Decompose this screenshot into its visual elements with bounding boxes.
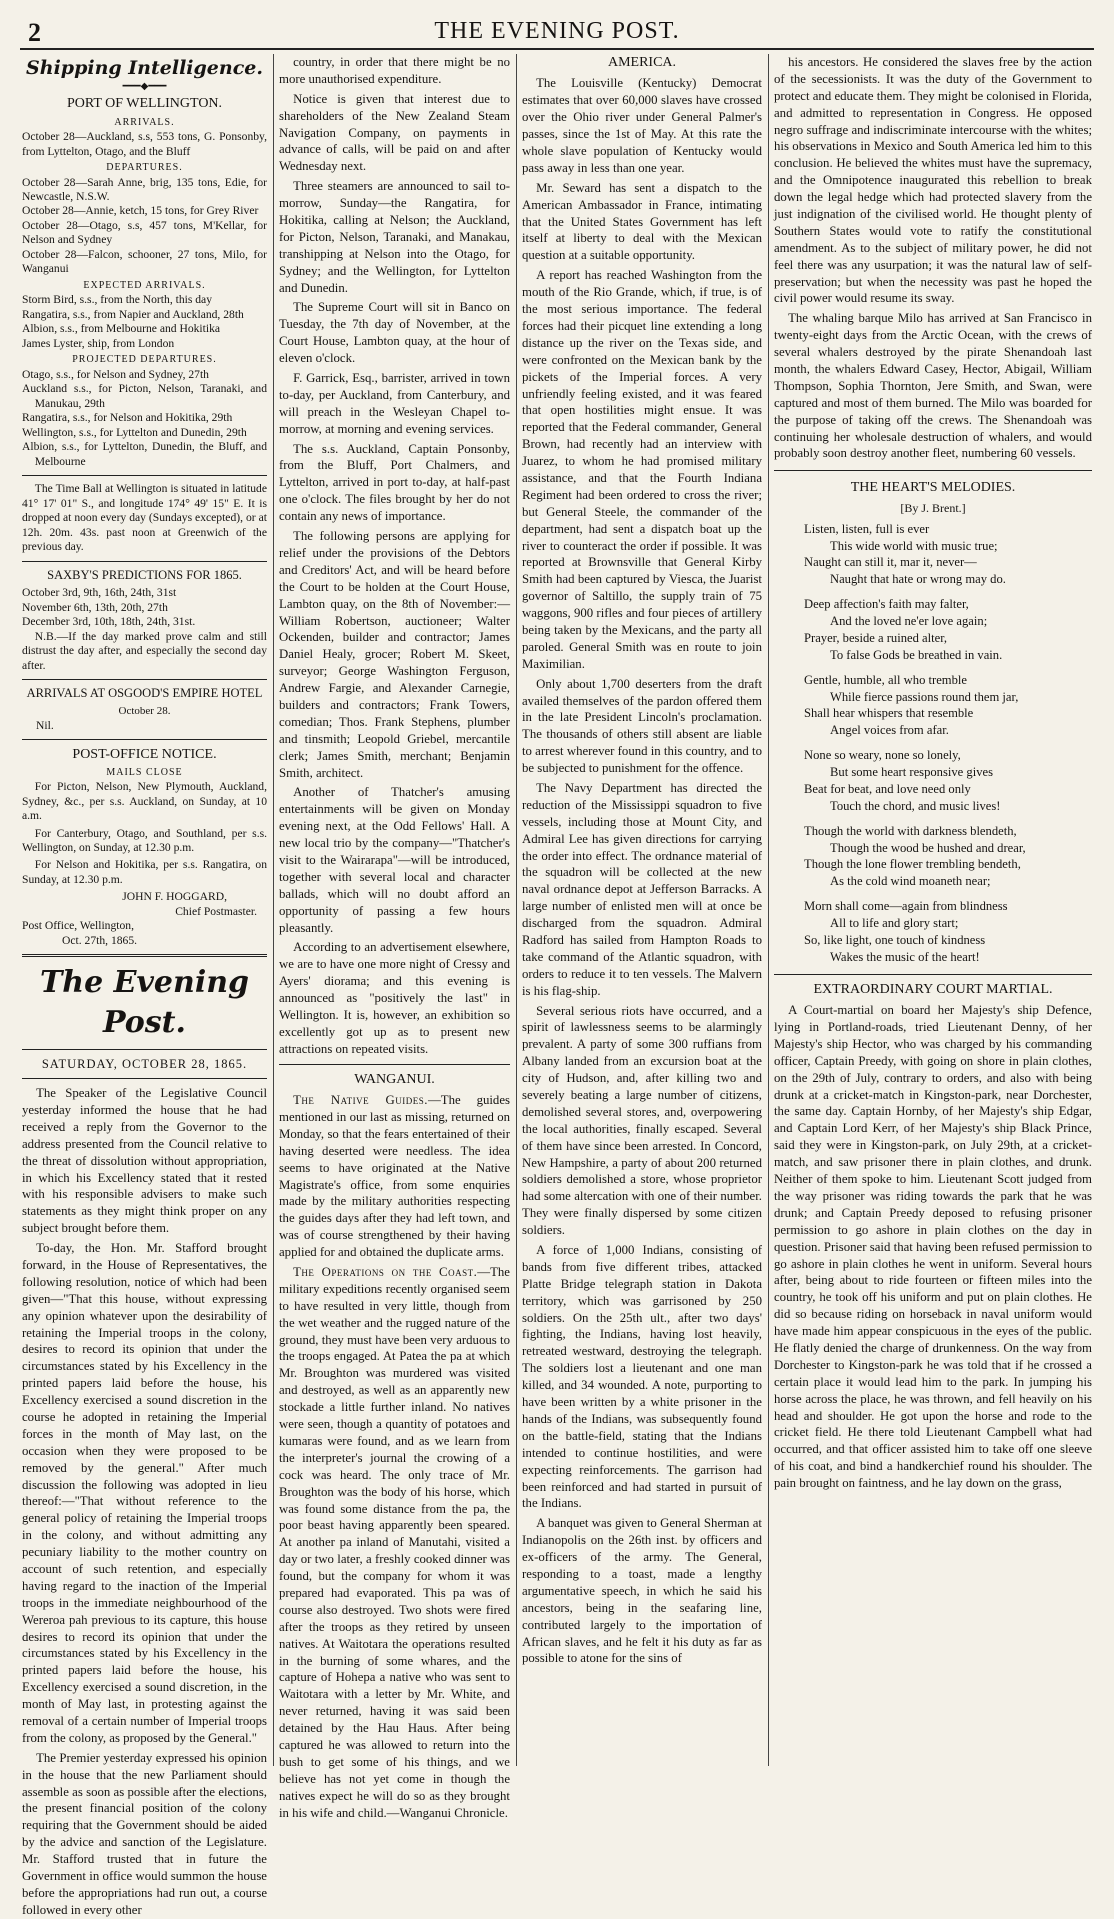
mails-close-label: MAILS CLOSE	[106, 766, 183, 778]
divider	[774, 470, 1092, 471]
poem-line: Deep affection's faith may falter,	[804, 597, 969, 612]
court-martial-heading: EXTRAORDINARY COURT MARTIAL.	[813, 981, 1053, 997]
wanganui-heading: WANGANUI.	[354, 1071, 435, 1087]
poem-line: None so weary, none so lonely,	[804, 748, 961, 763]
poem-stanza	[804, 823, 1092, 891]
arrivals-label: ARRIVALS.	[114, 116, 175, 128]
poem-line: Though the wood be hushed and drear,	[830, 840, 1026, 855]
news-paragraph: country, in order that there might be no more unauthorised expenditure.	[279, 55, 510, 86]
saxby-note: N.B.—If the day marked prove calm and still distrust the day after, and especially the second day after.	[22, 629, 267, 672]
america-paragraph: Mr. Seward has sent a dispatch to the American Ambassador in France, intimating that the United States Government has left itself at liberty to deal with the Mexican question at a suitable opportunity.	[522, 180, 762, 263]
divider	[22, 561, 267, 562]
poem-line: Though the lone flower trembling bendeth,	[804, 857, 1021, 872]
poem-line: As the cold wind moaneth near;	[830, 874, 991, 889]
projected-departure-item: Rangatira, s.s., for Nelson and Hokitika, 29th	[22, 411, 233, 425]
news-paragraph: Three steamers are announced to sail to-morrow, Sunday—the Rangatira, for Hokitika, calling at Nelson; the Auckland, for Picton, Nelson, Taranaki, and Manakau, transhipping at Nelson into the Otago, for Sydney; and the Wellington, for Lyttelton and Dunedin.	[279, 179, 510, 295]
dateline: SATURDAY, OCTOBER 28, 1865.	[41, 1056, 248, 1071]
departure-item: October 28—Falcon, schooner, 27 tons, Milo, for Wanganui	[22, 247, 267, 276]
osgood-heading: ARRIVALS AT OSGOOD'S EMPIRE HOTEL	[26, 686, 263, 701]
divider	[22, 1049, 267, 1050]
poem-line: Beat for beat, and love need only	[804, 781, 971, 796]
editorial-paragraph: The Speaker of the Legislative Council yesterday informed the house that he had received a reply from the Governor to the address presented from the Council relative to the threat of dissolution without appropriation, in which his Excellency stated that it rested with his responsible advisers to make such statements as they might think proper on any subject brought before them.	[22, 1086, 267, 1236]
poem-line: Listen, listen, full is ever	[804, 521, 930, 536]
mail-item: For Canterbury, Otago, and Southland, per s.s. Wellington, on Sunday, at 12.30 p.m.	[22, 826, 267, 854]
poem-line: Shall hear whispers that resemble	[804, 706, 974, 721]
wanganui-text: —The guides mentioned in our last as missing, returned on Monday, so that the fears entertained of their having deserted were needless. The idea seems to have originated at the Native Magistrate's office, from some enquiries made by the military authorities respecting the guides days after they had left town, and was of course strengthened by their having applied for and obtained the duplicate arms.	[279, 1093, 510, 1260]
shipping-intelligence-heading: Shipping Intelligence.	[26, 57, 263, 79]
news-paragraph: F. Garrick, Esq., barrister, arrived in town to-day, per Auckland, from Canterbury, and will preach in the Wesleyan Chapel to-morrow, at morning and evening services.	[279, 371, 510, 436]
poem-line: To false Gods be breathed in vain.	[830, 647, 1003, 662]
poem-line: Wakes the music of the heart!	[830, 949, 980, 964]
divider	[22, 739, 267, 740]
postmaster-title: Chief Postmaster.	[175, 904, 257, 918]
poem-line: Gentle, humble, all who tremble	[804, 672, 967, 687]
poem-line: While fierce passions round them jar,	[830, 689, 1019, 704]
america-paragraph: The Louisville (Kentucky) Democrat estimates that over 60,000 slaves have crossed over the Ohio river under General Palmer's passes, since the 1st of May. At this rate the whole slave population of Kentucky would pass away in less than one year.	[522, 76, 762, 175]
wanganui-paragraph	[279, 1264, 510, 1821]
america-heading: AMERICA.	[607, 55, 677, 70]
america-paragraph: A force of 1,000 Indians, consisting of bands from five different tribes, attacked Platte Bridge telegraph station in Dakota territory, which was garrisoned by 250 soldiers. On the 25th ult., after two days' fighting, the Indians, having lost heavily, retreated westward, destroying the telegraph. The soldiers lost a lieutenant and one man killed, and 34 wounded. A note, purporting to have been written by a white prisoner in the hands of the Indians, was subsequently found on the battle-field, stating that the Indians intended to continue hostilities, and were expecting reinforcements. The garrison had been reinforced and had started in pursuit of the Indians.	[522, 1243, 762, 1511]
post-office-place: Post Office, Wellington,	[22, 919, 134, 933]
departures-label: DEPARTURES.	[106, 162, 183, 174]
poem-stanza	[804, 596, 1092, 664]
osgood-value: Nil.	[36, 718, 54, 732]
expected-arrival-item: Storm Bird, s.s., from the North, this day	[22, 293, 213, 307]
expected-arrival-item: James Lyster, ship, from London	[22, 336, 175, 350]
news-paragraph: Notice is given that interest due to shareholders of the New Zealand Steam Navigation Company, on payments in advance of calls, will be paid on and after Wednesday next.	[279, 91, 510, 174]
divider	[22, 679, 267, 680]
poem-line: Though the world with darkness blendeth,	[804, 823, 1017, 838]
column-rule	[768, 54, 769, 1766]
poem-line: So, like light, one touch of kindness	[804, 932, 986, 947]
america-paragraph: Several serious riots have occurred, and a spirit of lawlessness seems to be alarmingly prevalent. A party of some 300 ruffians from Albany landed from an excursion boat at the city of Hudson, and, after killing two and severely beating a large number of citizens, demolished several stores, and, overpowering the local authorities, finally escaped. Several of them have since been arrested. In Concord, New Hampshire, a party of about 200 returned soldiers demolished a store, whose proprietor had some altercation with one of their number. They were finally dispersed by some citizen soldiers.	[522, 1003, 762, 1238]
port-heading: PORT OF WELLINGTON.	[66, 96, 223, 112]
poem-line: Touch the chord, and music lives!	[830, 798, 1001, 813]
projected-departure-item: Albion, s.s., for Lyttelton, Dunedin, the Bluff, and Melbourne	[22, 440, 267, 468]
saxby-heading: SAXBY'S PREDICTIONS FOR 1865.	[47, 567, 242, 582]
poem-title: THE HEART'S MELODIES.	[850, 480, 1016, 496]
osgood-date: October 28.	[118, 704, 171, 717]
wanganui-text: —The military expeditions recently organised seem to have resulted in very little, though from the wet weather and the rugged nature of the ground, they must have been very arduous to the troops engaged. At Patea the pa at which Mr. Broughton was murdered was visited and destroyed, as well as an apparently new stockade a little further inland. No natives were seen, though a quantity of potatoes and kumaras were found, and as we learn from the interpreter's journal the crowing of a cock was heard. The only trace of Mr. Broughton was the body of his horse, which was found some distance from the pa, the poor beast having apparently been speared. At another pa inland of Manutahi, visited a day or two later, a freshly cooked dinner was found, but the company for whom it was prepared had evaporated. This pa was of course also destroyed. Two shots were fired after the troops as they retired by unseen natives. At Waitotara the operations resulted in the burning of some whares, and the capture of Hohepa a native who was sent to Waitotara with a letter by Mr. White, and never returned, having it was said been detained by the Hau Haus. After being captured he was allowed to return into the bush to get some of his things, and we believe has not yet come in though the natives expect he will do so as they brought in his wife and child.—Wanganui Chronicle.	[279, 1265, 510, 1820]
news-paragraph: The s.s. Auckland, Captain Ponsonby, from the Bluff, Port Chalmers, and Lyttelton, arrived in port to-day, at half-past one o'clock. The files brought by her do not contain any news of importance.	[279, 441, 510, 524]
editorial-paragraph: To-day, the Hon. Mr. Stafford brought forward, in the House of Representatives, the following resolution, notice of which had been given—"That this house, without expressing any opinion whatever upon the desirability of retaining the Imperial troops in the colony, desires to record its opinion that under the circumstances stated by his Excellency in the printed papers laid before the house, his Excellency exercised a sound discretion in the course he adopted in retaining the Imperial forces in the month of May last, on the occasion when they were proposed to be removed by the general." After much discussion the following was adopted in lieu thereof:—"That without reference to the general policy of retaining the Imperial troops in the colony, and without admitting any pecuniary liability to the mother country on account of such retention, and especially having regard to the inaction of the Imperial troops in the immediate neighbourhood of the Wereroa pah previous to its capture, this house desires to record its opinion that under the circumstances stated by his Excellency in the printed papers laid before the house, his Excellency exercised a sound discretion, in the month of May last, in protesting against the removal of a certain number of Imperial troops from the colony, as proposed by the General."	[22, 1241, 267, 1745]
departure-item: October 28—Otago, s.s, 457 tons, M'Kellar, for Nelson and Sydney	[22, 218, 267, 247]
news-paragraph: Another of Thatcher's amusing entertainments will be given on Monday evening next, at the Odd Fellows' Hall. A new local trio by the company—"Thatcher's visit to the Wairarapa"—will be introduced, together with several local and character ballads, which will no doubt afford an opportunity of passing a few hours pleasantly.	[279, 785, 510, 935]
column-1	[22, 54, 267, 1917]
column-2	[279, 54, 510, 1820]
expected-arrival-item: Albion, s.s., from Melbourne and Hokitika	[22, 322, 221, 336]
poem-line: But some heart responsive gives	[830, 765, 993, 780]
projected-departure-item: Otago, s.s., for Nelson and Sydney, 27th	[22, 367, 209, 381]
wanganui-paragraph	[279, 1092, 510, 1261]
post-office-heading: POST-OFFICE NOTICE.	[72, 747, 217, 763]
wanganui-lead: The Operations on the Coast.	[293, 1265, 478, 1280]
expected-arrival-item: Rangatira, s.s., from Napier and Auckland, 28th	[22, 307, 244, 321]
expected-arrivals-label: EXPECTED ARRIVALS.	[83, 279, 206, 291]
news-paragraph: The whaling barque Milo has arrived at San Francisco in twenty-eight days from the Arctic Ocean, with the crews of several whalers destroyed by the pirate Shenandoah last month, the whalers Edward Casey, Hector, Abigail, William Thompson, Sophia Thornton, Jere Smith, and Swan, were captured and most of them burned. The Milo was boarded for the purpose of taking off the crews. The Shenandoah was continuing her wholesale destruction of whalers, and would probably soon destroy another fleet, numbering 60 vessels.	[774, 311, 1092, 461]
newspaper-title: THE EVENING POST.	[434, 18, 680, 44]
news-paragraph: According to an advertisement elsewhere, we are to have one more night of Cressy and Ayers' diorama; and this evening is announced as "positively the last" in Wellington. It is, however, an exhibition so excellently got up as to present new attractions on repeated visits.	[279, 940, 510, 1056]
projected-departures-label: PROJECTED DEPARTURES.	[72, 354, 217, 366]
poem-line: This wide world with music true;	[830, 538, 998, 553]
poem	[774, 521, 1092, 966]
post-office-date: Oct. 27th, 1865.	[62, 933, 138, 947]
postmaster-name: JOHN F. HOGGARD,	[122, 890, 227, 904]
mail-item: For Picton, Nelson, New Plymouth, Auckland, Sydney, &c., per s.s. Auckland, on Sunday, at 10 a.m.	[22, 780, 267, 823]
divider	[22, 1078, 267, 1079]
poem-author: [By J. Brent.]	[900, 500, 966, 515]
departure-item: October 28—Annie, ketch, 15 tons, for Grey River	[22, 204, 259, 218]
poem-line: Morn shall come—again from blindness	[804, 899, 1008, 914]
paper-nameplate: The Evening Post.	[39, 965, 250, 1040]
projected-departure-item: Wellington, s.s., for Lyttelton and Dunedin, 29th	[22, 425, 247, 439]
poem-line: Prayer, beside a ruined alter,	[804, 630, 948, 645]
arrival-item: October 28—Auckland, s.s, 553 tons, G. Ponsonby, from Lyttelton, Otago, and the Bluff	[22, 130, 267, 158]
mail-item: For Nelson and Hokitika, per s.s. Rangatira, on Sunday, at 12.30 p.m.	[22, 858, 267, 886]
poem-stanza	[804, 672, 1092, 740]
poem-line: Naught that hate or wrong may do.	[830, 572, 1006, 587]
divider	[279, 1064, 510, 1065]
court-martial-paragraph: A Court-martial on board her Majesty's ship Defence, lying in Portland-roads, tried Lieutenant Denny, of her Majesty's ship Hector, who was charged by his commanding officer, Captain Preedy, with going on shore in plain clothes, on the 29th of July, contrary to orders, and also with being drunk at a cricket-match in Kingston-park, near Dorchester, the same day. Captain Hornby, of her Majesty's ship Edgar, and Captain Lord Kerr, of her Majesty's ship Black Prince, said they were in Kingston-park, on July 29th, at a cricket-match, and saw prisoner there in plain clothes, and drunk. Neither of them spoke to him. Lieutenant Scott judged from the way prisoner was riding towards the park that he was drunk; and Captain Preedy deposed to refusing prisoner permission to go ashore in plain clothes on the day in question. Prisoner said that having been refused permission to go ashore in plain clothes he went in uniform. Several hours after, being about to ride fourteen or fifteen miles into the country, he took off his uniform and put on plain clothes. He did so because riding on horseback in naval uniform would have made him appear conspicuous in the eyes of the public. He flatly denied the charge of drunkenness. On the way from Dorchester to Kingston-park he was told that if he crossed a certain place it would lead him to the park. In jumping his horse across the place, he was thrown, and fell heavily on his head and shoulder. He got upon the horse and rode to the cricket field. He there told Lieutenant Campbell what had occurred, and that officer assisted him to take off one sleeve of his coat, and bind a handkerchief round his shoulder. The pain brought on faintness, and he lay down on the grass,	[774, 1003, 1092, 1491]
america-paragraph: Only about 1,700 deserters from the draft availed themselves of the pardon offered them in the late President Lincoln's proclamation. The thousands of others still absent are liable to arrest wherever found in this country, and to be subjected to punishment for the offence.	[522, 676, 762, 776]
poem-line: Naught can still it, mar it, never—	[804, 555, 977, 570]
departure-item: October 28—Sarah Anne, brig, 135 tons, Edie, for Newcastle, N.S.W.	[22, 175, 267, 203]
divider	[774, 974, 1092, 975]
poem-line: And the loved ne'er love again;	[830, 614, 988, 629]
news-paragraph: his ancestors. He considered the slaves free by the action of the secessionists. It was the duty of the Government to protect and educate them. They might be colonised in Florida, and admitted to representation in Congress. He opposed negro suffrage and indiscriminate intercourse with the whites; his observations in Mexico and South America led him to this conclusion. He believed the whites must have the supremacy, and the Omnipotence inaugurated this rebellion to break down the legal hedge which had protected slavery from the just indignation of the civilised world. He thought plenty of Southern States would vote to ratify the constitutional amendment. As to the subject of military power, he did not feel there was any usurpation; it was the natural law of self-preservation; but when the necessity was past he hoped the civil power would resume its sway.	[774, 55, 1092, 306]
poem-line: Angel voices from afar.	[830, 723, 949, 738]
column-3	[522, 54, 762, 1766]
column-4	[774, 54, 1092, 1766]
projected-departure-item: Auckland s.s., for Picton, Nelson, Taranaki, and Manukau, 29th	[22, 382, 267, 410]
saxby-line: December 3rd, 10th, 18th, 24th, 31st.	[22, 615, 196, 629]
ornament-rule: ━━━◆━━━	[122, 81, 167, 93]
divider	[22, 475, 267, 476]
news-paragraph: The Supreme Court will sit in Banco on Tuesday, the 7th day of November, at the Court House, Lambton quay, at the hour of eleven o'clock.	[279, 300, 510, 366]
masthead	[20, 18, 1094, 50]
wanganui-lead: The Native Guides.	[293, 1093, 428, 1108]
editorial-paragraph: The Premier yesterday expressed his opinion in the house that the new Parliament should assemble as soon as possible after the elections, the present financial position of the colony requiring that the Government should be aided by the advice and sanction of the Legislature. Mr. Stafford trusted that in future the Government in office would summon the house before the appropriations had run out, a course followed in every other	[22, 1750, 267, 1917]
column-rule	[273, 54, 274, 1766]
page-number: 2	[28, 18, 41, 47]
poem-line: All to life and glory start;	[830, 916, 959, 931]
saxby-line: November 6th, 13th, 20th, 27th	[22, 600, 168, 614]
time-ball-notice: The Time Ball at Wellington is situated in latitude 41° 17' 01" S., and longitude 174° 49' 15" E. It is dropped at noon every day (Sundays excepted), or at 12h. 20m. 43s. past noon at Greenwich of the previous day.	[22, 482, 267, 554]
america-paragraph: A report has reached Washington from the mouth of the Rio Grande, which, if true, is of the most serious importance. The federal forces had their picquet line extending a long distance up the river on the Texas side, and were confronted on the Mexican bank by the pickets of the Imperial forces. A very unfriendly feeling existed, and it was feared that open hostilities might ensue. It was reported that the Federal commander, General Brown, had recently had an interview with Juarez, to whom he had promised military assistance, and that the Fourth Indiana Regiment had been ordered to cross the river; but General Steele, the commander of the department, had sent a dispatch boat up the river to counteract the order if possible. It was reported at Brownsville that General Kirby Smith had been captured by Viesca, the Juarist governor of Saltillo, the supply train of 75 waggons, 900 rifles and four pieces of artillery being taken by the Mexicans, and the party all paroled. General Smith was en route to join Maximilian.	[522, 268, 762, 671]
saxby-line: October 3rd, 9th, 16th, 24th, 31st	[22, 586, 177, 600]
poem-stanza	[804, 521, 1092, 589]
poem-stanza	[804, 747, 1092, 815]
poem-stanza	[804, 898, 1092, 966]
divider	[22, 954, 267, 957]
news-paragraph: The following persons are applying for relief under the provisions of the Debtors and Creditors' Act, and will be heard before the Court to be holden at the Court House, Lambton quay, on the 8th of November:—William Robertson, auctioneer; Walter Ockenden, builder and contractor; James Daniel Healy, grocer; Robert M. Skeet, surveyor; George Washington Ferguson, Andrew Fargie, and Alexander Carnegie, builders and contractors; Frank Towers, comedian; Thos. Frank Stephens, plumber and tinsmith; Leopold Griebel, mercantile clerk; James Smith, merchant; Benjamin Smith, architect.	[279, 529, 510, 780]
column-rule	[516, 54, 517, 1766]
america-paragraph: A banquet was given to General Sherman at Indianopolis on the 26th inst. by officers and ex-officers of the army. The General, responding to a toast, made a lengthy argumentative speech, in which he said his ancestors, being in the seafaring line, contributed largely to the importation of African slaves, and he felt it his duty as far as possible to atone for the sins of	[522, 1516, 762, 1666]
america-paragraph: The Navy Department has directed the reduction of the Mississippi squadron to five vessels, including those at Mount City, and Admiral Lee has given directions for carrying the order into effect. The ordnance material of the squadron will be collected at the new naval ordnance depot at Jefferson Barracks. A large number of enlisted men will at once be discharged from the squadron. Admiral Radford has sailed from Hampton Roads to take command of the Atlantic squadron, with orders to reduce it to ten vessels. The Malvern is his flag-ship.	[522, 780, 762, 998]
